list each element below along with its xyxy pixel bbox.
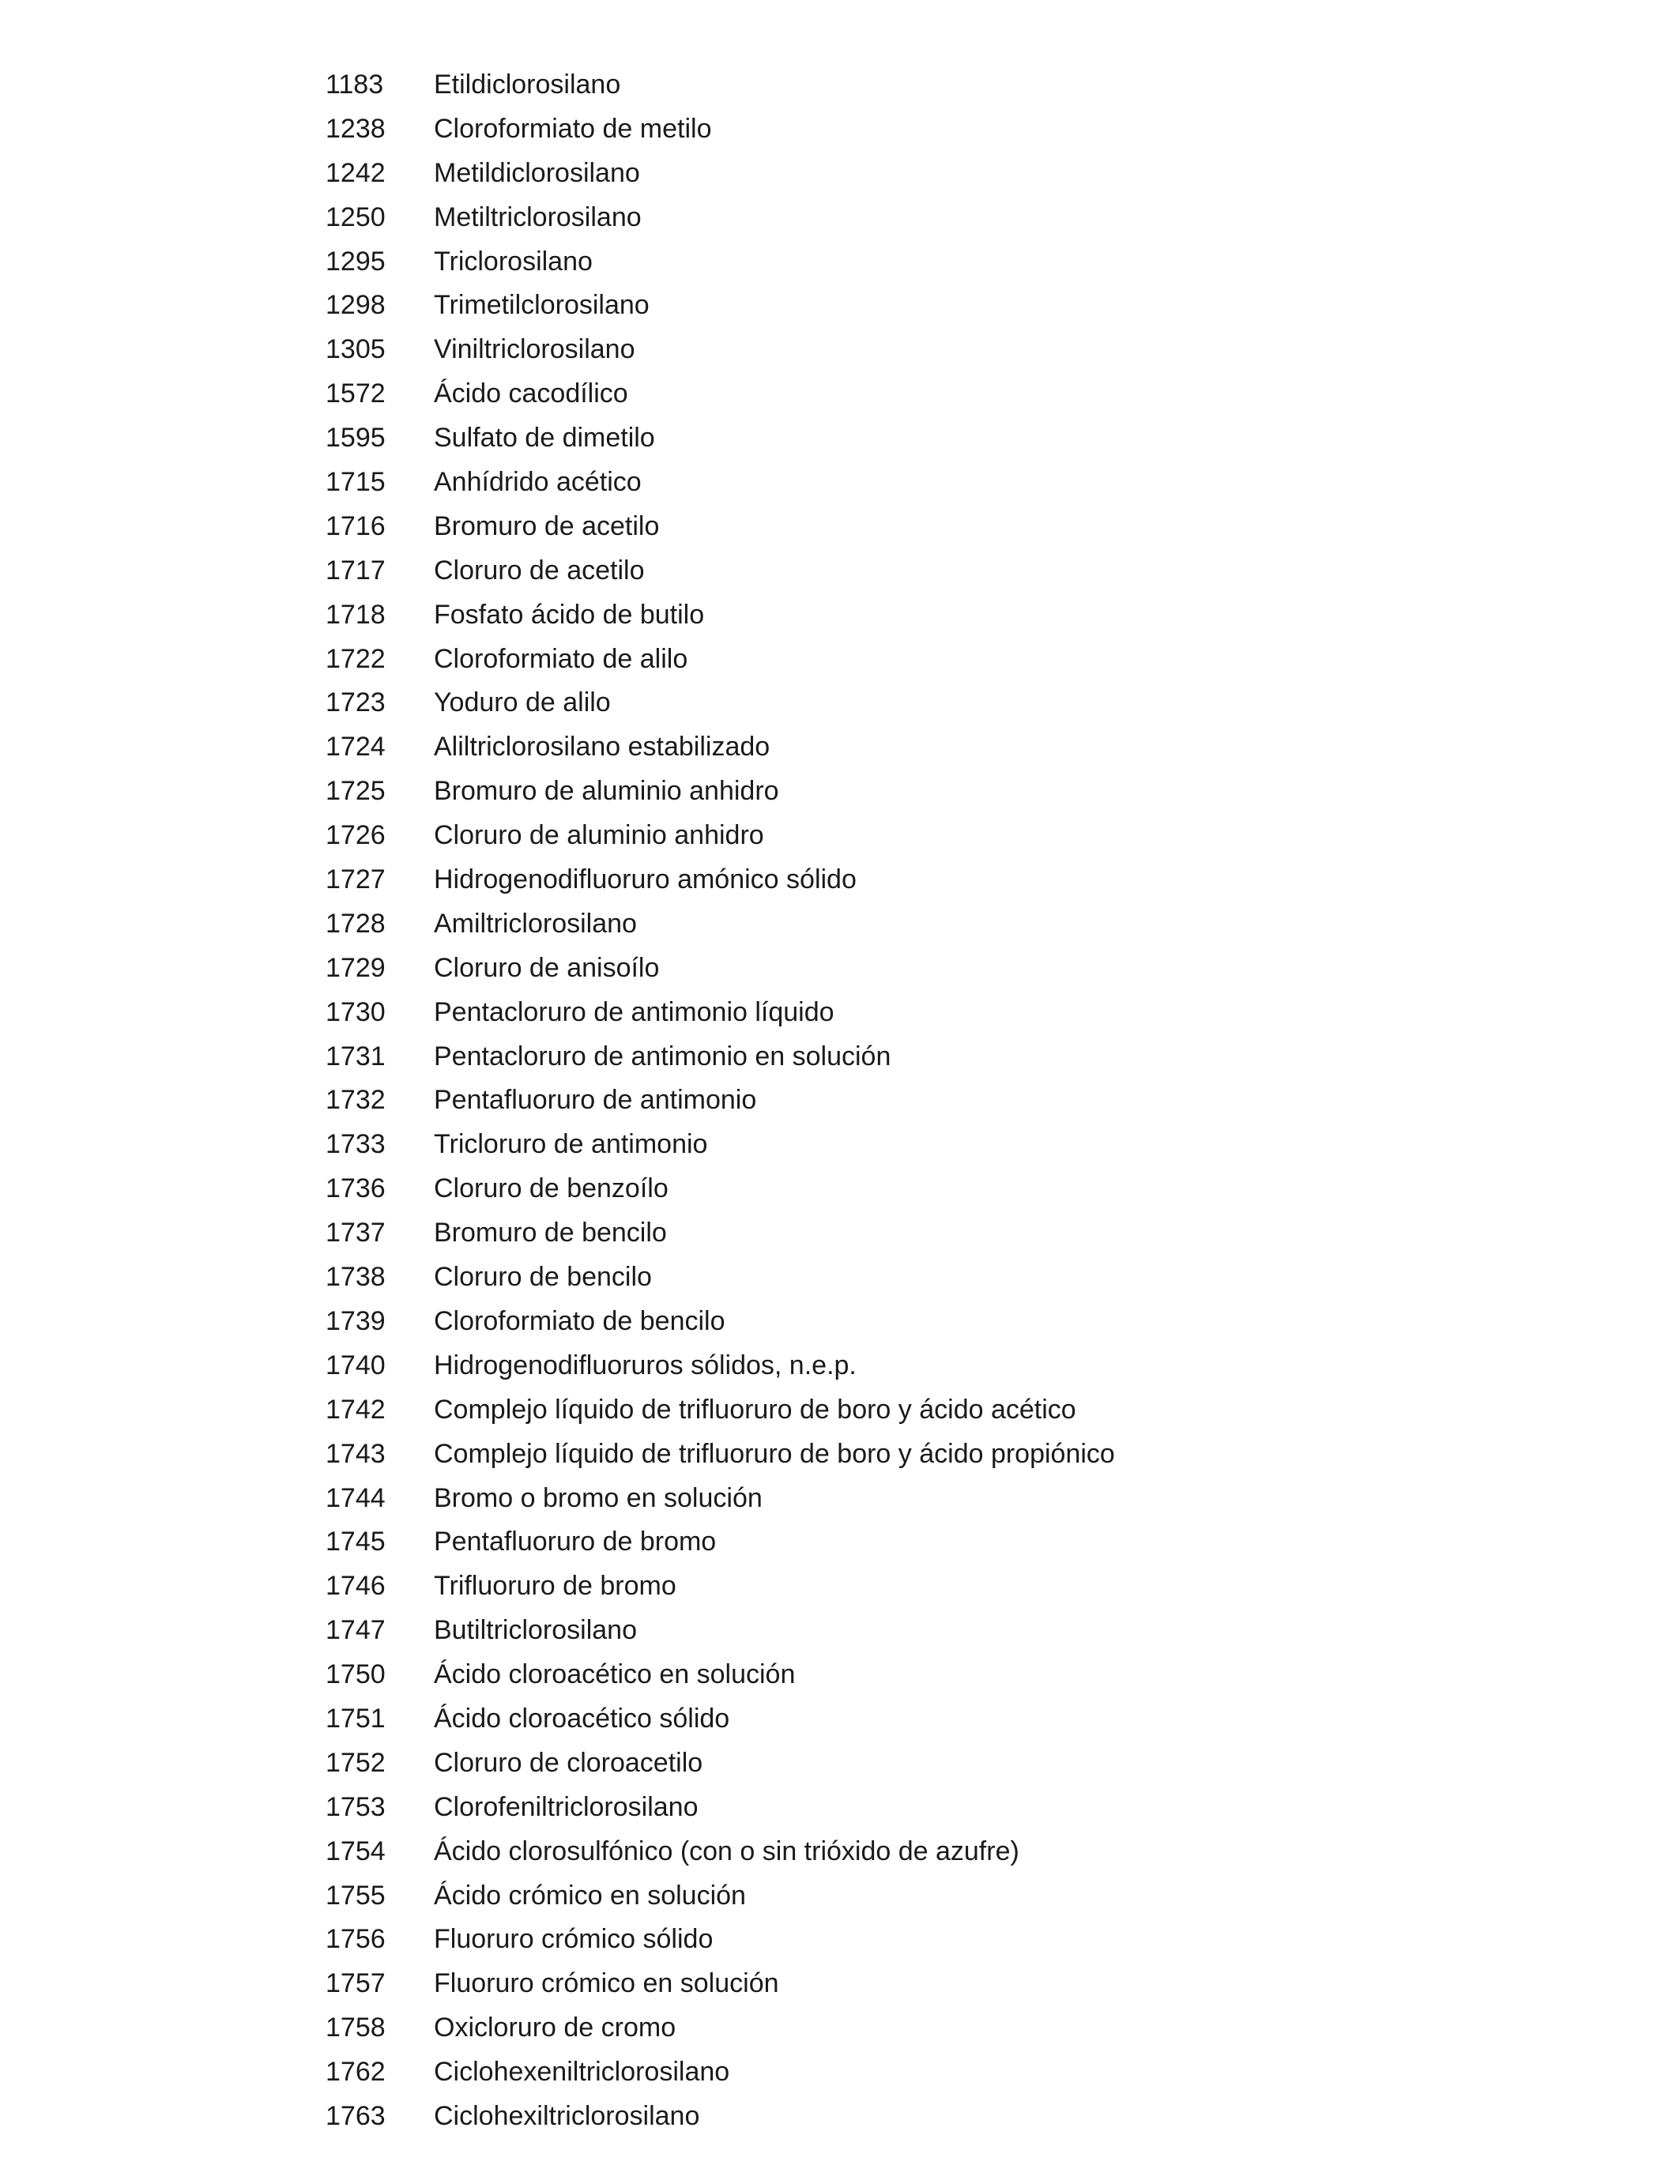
substance-name: Cloruro de cloroacetilo — [434, 1747, 703, 1778]
un-number: 1727 — [326, 864, 386, 895]
substance-name: Cloruro de benzoílo — [434, 1173, 669, 1204]
list-item — [0, 240, 1680, 284]
substance-name: Fluoruro crómico en solución — [434, 1968, 779, 1999]
un-number: 1763 — [326, 2100, 386, 2131]
list-item — [0, 1609, 1680, 1653]
un-number: 1738 — [326, 1262, 386, 1293]
un-number: 1737 — [326, 1218, 386, 1248]
substance-name: Ácido cloroacético en solución — [434, 1659, 796, 1690]
substance-name: Cloruro de bencilo — [434, 1262, 652, 1293]
substance-name: Ciclohexiltriclorosilano — [434, 2100, 700, 2131]
substance-name: Metiltriclorosilano — [434, 201, 642, 232]
substance-name: Pentafluoruro de antimonio — [434, 1085, 757, 1116]
un-number: 1298 — [326, 290, 386, 321]
un-number: 1732 — [326, 1085, 386, 1116]
un-number: 1305 — [326, 334, 386, 365]
substance-name: Ciclohexeniltriclorosilano — [434, 2057, 730, 2088]
un-number: 1718 — [326, 599, 386, 630]
substance-name: Pentacloruro de antimonio líquido — [434, 996, 834, 1027]
list-item — [0, 638, 1680, 682]
list-item — [0, 991, 1680, 1035]
un-number: 1740 — [326, 1350, 386, 1380]
un-number: 1762 — [326, 2057, 386, 2088]
list-item — [0, 63, 1680, 107]
un-number: 1724 — [326, 732, 386, 763]
un-number: 1729 — [326, 952, 386, 983]
list-item — [0, 196, 1680, 240]
list-item — [0, 1477, 1680, 1521]
list-item — [0, 416, 1680, 461]
list-item — [0, 1433, 1680, 1477]
un-number: 1730 — [326, 996, 386, 1027]
un-number: 1250 — [326, 201, 386, 232]
list-item — [0, 461, 1680, 505]
list-item — [0, 1123, 1680, 1167]
un-number: 1731 — [326, 1041, 386, 1071]
un-number: 1572 — [326, 378, 386, 409]
list-item — [0, 372, 1680, 416]
un-number: 1752 — [326, 1747, 386, 1778]
substance-list — [0, 63, 1680, 2139]
un-number: 1238 — [326, 113, 386, 144]
list-item — [0, 1565, 1680, 1609]
substance-name: Metildiclorosilano — [434, 157, 640, 188]
substance-name: Amiltriclorosilano — [434, 908, 637, 939]
un-number: 1753 — [326, 1791, 386, 1822]
un-number: 1717 — [326, 555, 386, 586]
list-item — [0, 1344, 1680, 1388]
substance-name: Complejo líquido de trifluoruro de boro y ácido propiónico — [434, 1438, 1115, 1469]
un-number: 1754 — [326, 1836, 386, 1866]
substance-name: Viniltriclorosilano — [434, 334, 635, 365]
substance-name: Ácido cloroacético sólido — [434, 1703, 730, 1734]
list-item — [0, 902, 1680, 947]
list-item — [0, 1874, 1680, 1919]
list-item — [0, 1211, 1680, 1256]
list-item — [0, 947, 1680, 991]
un-number: 1756 — [326, 1924, 386, 1955]
list-item — [0, 1653, 1680, 1697]
list-item — [0, 814, 1680, 858]
un-number: 1742 — [326, 1394, 386, 1425]
un-number: 1733 — [326, 1129, 386, 1160]
substance-name: Fosfato ácido de butilo — [434, 599, 705, 630]
substance-name: Fluoruro crómico sólido — [434, 1924, 714, 1955]
substance-name: Pentacloruro de antimonio en solución — [434, 1041, 891, 1071]
substance-name: Triclorosilano — [434, 246, 593, 277]
list-item — [0, 1918, 1680, 1962]
un-number: 1750 — [326, 1659, 386, 1690]
substance-name: Ácido clorosulfónico (con o sin trióxido de azufre) — [434, 1836, 1019, 1866]
substance-name: Yoduro de alilo — [434, 687, 611, 718]
substance-name: Complejo líquido de trifluoruro de boro y ácido acético — [434, 1394, 1076, 1425]
list-item — [0, 1079, 1680, 1123]
substance-name: Butiltriclorosilano — [434, 1615, 637, 1646]
list-item — [0, 1256, 1680, 1300]
un-number: 1295 — [326, 246, 386, 277]
un-number: 1728 — [326, 908, 386, 939]
substance-name: Aliltriclorosilano estabilizado — [434, 732, 770, 763]
list-item — [0, 1520, 1680, 1565]
list-item — [0, 107, 1680, 152]
un-number: 1736 — [326, 1173, 386, 1204]
list-item — [0, 1830, 1680, 1874]
substance-name: Cloruro de aluminio anhidro — [434, 820, 764, 851]
list-item — [0, 681, 1680, 725]
un-number: 1595 — [326, 423, 386, 454]
un-number: 1715 — [326, 467, 386, 498]
substance-name: Oxicloruro de cromo — [434, 2013, 676, 2043]
un-number: 1716 — [326, 510, 386, 541]
substance-name: Tricloruro de antimonio — [434, 1129, 708, 1160]
un-number: 1744 — [326, 1482, 386, 1513]
substance-name: Cloroformiato de bencilo — [434, 1305, 725, 1336]
list-item — [0, 328, 1680, 372]
list-item — [0, 284, 1680, 328]
un-number: 1743 — [326, 1438, 386, 1469]
substance-name: Clorofeniltriclorosilano — [434, 1791, 699, 1822]
un-number: 1746 — [326, 1571, 386, 1602]
list-item — [0, 1742, 1680, 1786]
substance-name: Anhídrido acético — [434, 467, 642, 498]
substance-name: Ácido cacodílico — [434, 378, 628, 409]
substance-name: Cloruro de acetilo — [434, 555, 645, 586]
substance-name: Trifluoruro de bromo — [434, 1571, 676, 1602]
substance-name: Etildiclorosilano — [434, 70, 621, 100]
list-item — [0, 2095, 1680, 2139]
un-number: 1758 — [326, 2013, 386, 2043]
substance-name: Bromuro de aluminio anhidro — [434, 776, 779, 807]
list-item — [0, 1786, 1680, 1830]
substance-name: Sulfato de dimetilo — [434, 423, 655, 454]
list-item — [0, 2006, 1680, 2050]
substance-name: Hidrogenodifluoruro amónico sólido — [434, 864, 857, 895]
list-item — [0, 1035, 1680, 1079]
list-item — [0, 770, 1680, 814]
substance-name: Trimetilclorosilano — [434, 290, 650, 321]
list-item — [0, 593, 1680, 638]
substance-name: Cloroformiato de metilo — [434, 113, 712, 144]
list-item — [0, 152, 1680, 196]
list-item — [0, 1697, 1680, 1742]
list-item — [0, 1167, 1680, 1211]
list-item — [0, 1300, 1680, 1344]
un-number: 1722 — [326, 643, 386, 674]
substance-name: Hidrogenodifluoruros sólidos, n.e.p. — [434, 1350, 857, 1380]
un-number: 1183 — [326, 70, 384, 100]
list-item — [0, 1962, 1680, 2006]
substance-name: Cloruro de anisoílo — [434, 952, 660, 983]
list-item — [0, 2050, 1680, 2095]
substance-name: Cloroformiato de alilo — [434, 643, 688, 674]
un-number: 1755 — [326, 1880, 386, 1911]
un-number: 1747 — [326, 1615, 386, 1646]
list-item — [0, 549, 1680, 593]
un-number: 1757 — [326, 1968, 386, 1999]
list-item — [0, 858, 1680, 902]
substance-name: Ácido crómico en solución — [434, 1880, 746, 1911]
list-item — [0, 725, 1680, 770]
substance-name: Pentafluoruro de bromo — [434, 1527, 717, 1557]
un-number: 1745 — [326, 1527, 386, 1557]
un-number: 1723 — [326, 687, 386, 718]
un-number: 1726 — [326, 820, 386, 851]
un-number: 1242 — [326, 157, 386, 188]
list-item — [0, 1388, 1680, 1433]
substance-name: Bromuro de bencilo — [434, 1218, 667, 1248]
un-number: 1751 — [326, 1703, 386, 1734]
un-number: 1725 — [326, 776, 386, 807]
substance-name: Bromo o bromo en solución — [434, 1482, 763, 1513]
list-item — [0, 505, 1680, 549]
substance-name: Bromuro de acetilo — [434, 510, 660, 541]
un-number: 1739 — [326, 1305, 386, 1336]
